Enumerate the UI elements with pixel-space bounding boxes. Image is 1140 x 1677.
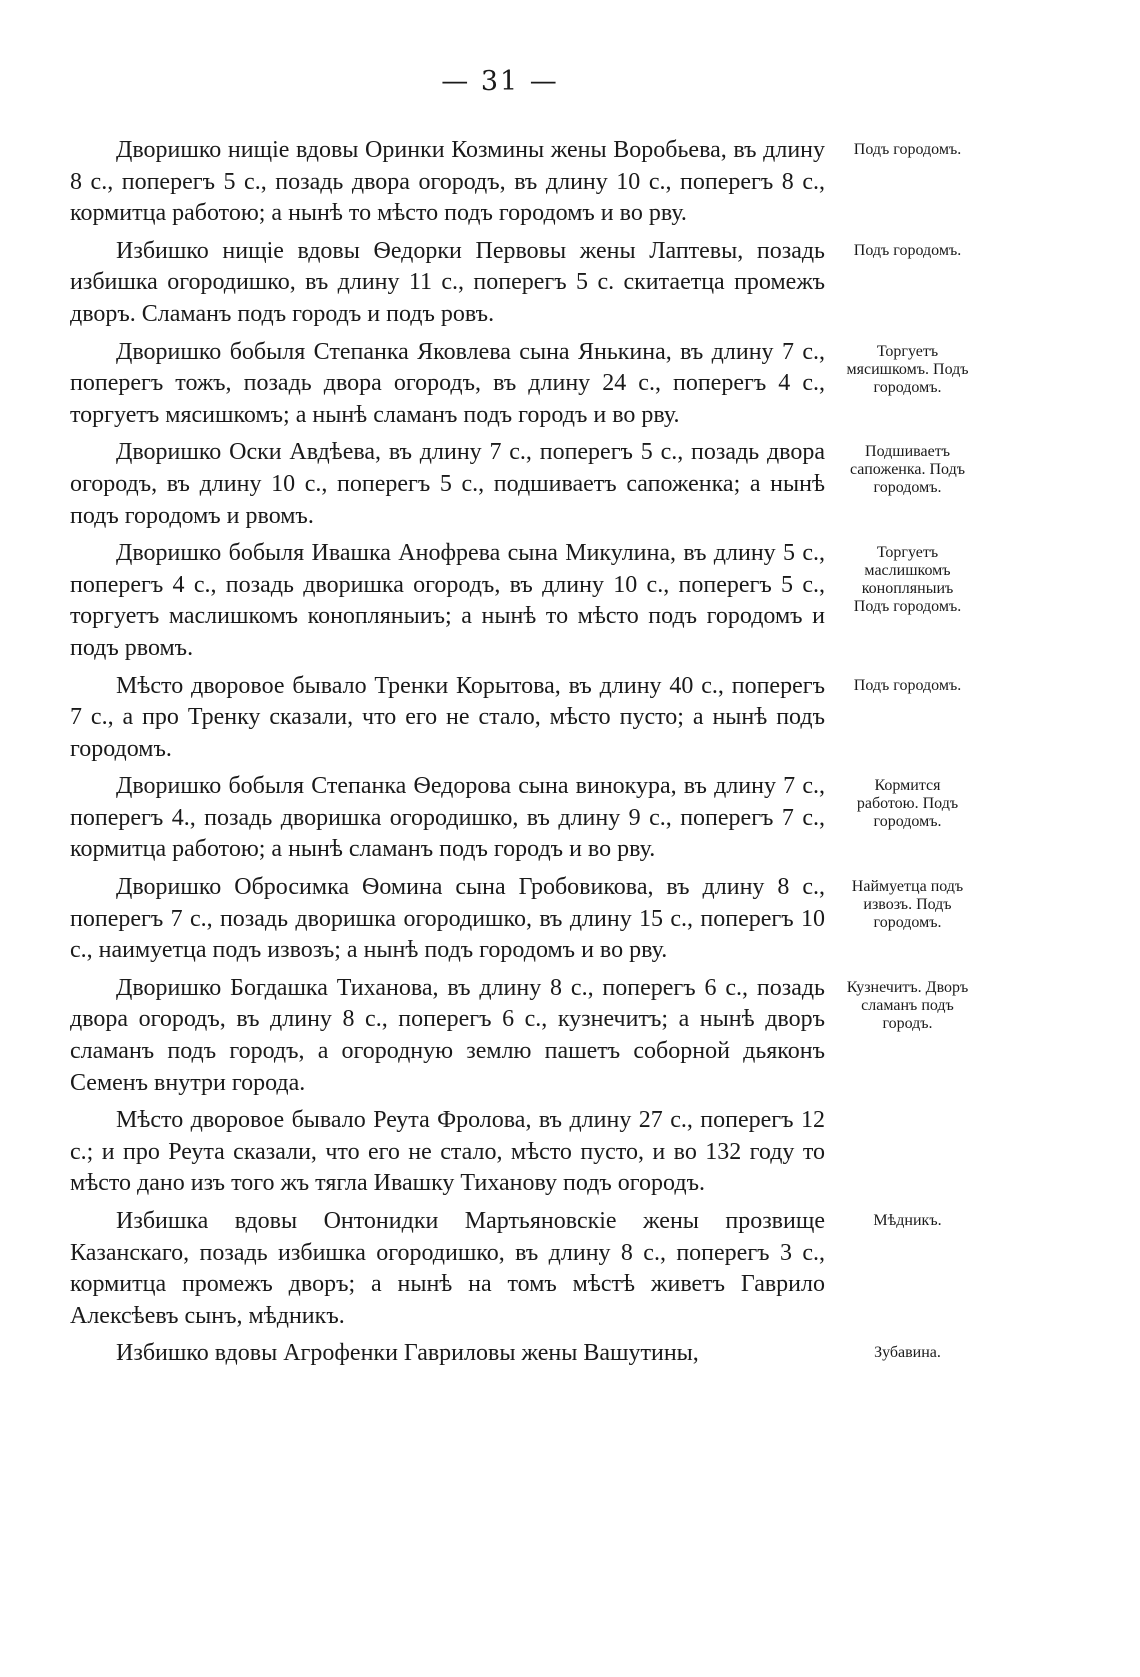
entry (70, 671, 1110, 766)
entry-text: Избишко нищіе вдовы Ѳедорки Первовы жены Лаптевы, позадь избишка огородишко, въ длину 11 с., поперегъ 5 с. скитаетца промежъ дворъ. Сламанъ подъ городъ и подъ ровъ. (70, 237, 825, 327)
entry (70, 337, 1110, 432)
margin-note: Подъ городомъ. (853, 676, 962, 694)
entry-text: Мѣсто дворовое бывало Реута Фролова, въ длину 27 с., поперегъ 12 с.; и про Реута сказали, что его не стало, мѣсто пусто, и во 132 году то мѣсто дано изъ того жъ тягла Ивашку Тиханову подъ огородъ. (70, 1107, 825, 1197)
margin-note: Кормится работою. Подъ городомъ. (856, 777, 959, 831)
margin-note: Подъ городомъ. (853, 141, 962, 158)
entry (70, 1206, 1110, 1332)
entry-text: Дворишко Обросимка Ѳомина сына Гробовикова, въ длину 8 с., поперегъ 7 с., позадь дворишка огородишко, въ длину 15 с., поперегъ 10 с., наимуетца подъ извозъ; а нынѣ подъ городомъ и во рву. (70, 874, 825, 964)
entry (70, 236, 1110, 331)
margin-note: Торгуетъ маслишкомъ конопляныиъ Подъ городомъ. (853, 544, 962, 616)
entry (70, 872, 1110, 967)
entry (70, 437, 1110, 532)
entry (70, 135, 1110, 230)
entry-text: Дворишко Богдашка Тиханова, въ длину 8 с., поперегъ 6 с., позадь двора огородъ, въ длину 8 с., поперегъ 6 с., кузнечитъ; а нынѣ дворъ сламанъ подъ городъ, а огородную землю пашетъ соборной дьяконъ Семенъ внутри города. (70, 974, 825, 1096)
page-number: — 31 — (441, 66, 559, 97)
entry (70, 771, 1110, 866)
entry-text: Дворишко бобыля Степанка Яковлева сына Янькина, въ длину 7 с., поперегъ тожъ, позадь двора огородъ, въ длину 24 с., поперегъ 4 с., торгуетъ мясишкомъ; а нынѣ сламанъ подъ городъ и во рву. (70, 338, 825, 428)
margin-note: Мѣдникъ. (873, 1212, 942, 1229)
margin-note: Подъ городомъ. (853, 241, 962, 259)
entries-list (70, 135, 1110, 1376)
entry (70, 538, 1110, 664)
entry (70, 1338, 1110, 1370)
entry-text: Избишко вдовы Агрофенки Гавриловы жены Вашутины, (116, 1340, 699, 1367)
margin-note: Торгуетъ мясишкомъ. Подъ городомъ. (846, 342, 969, 396)
entry-text: Дворишко Оски Авдѣева, въ длину 7 с., поперегъ 5 с., позадь двора огородъ, въ длину 10 с., поперегъ 5 с., подшиваетъ сапоженка; а нынѣ подъ городомъ и рвомъ. (70, 439, 825, 529)
entry-text: Мѣсто дворовое бывало Тренки Корытова, въ длину 40 с., поперегъ 7 с., а про Тренку сказали, что его не стало, мѣсто пусто; а нынѣ подъ городомъ. (70, 672, 825, 762)
entry (70, 973, 1110, 1099)
entry-text: Дворишко бобыля Степанка Ѳедорова сына винокура, въ длину 7 с., поперегъ 4., позадь дворишка огородишко, въ длину 9 с., поперегъ 7 с., кормитца работою; а нынѣ сламанъ подъ городъ и во рву. (70, 773, 825, 863)
margin-note: Кузнечитъ. Дворъ сламанъ подъ городъ. (846, 978, 969, 1032)
entry-text: Дворишко бобыля Ивашка Анофрева сына Микулина, въ длину 5 с., поперегъ 4 с., позадь двоpишка огородъ, въ длину 10 с., поперегъ 5 с., торгуетъ маслишкомъ конопляныиъ; а нынѣ то мѣсто подъ городомъ и подъ рвомъ. (70, 540, 825, 661)
margin-note (845, 1105, 970, 1111)
entry-text: Дворишко нищіе вдовы Оринки Козмины жены Воробьева, въ длину 8 с., поперегъ 5 с., позадь двора огородъ, въ длину 10 с., поперегъ 8 с., кормитца работою; а нынѣ то мѣсто подъ городомъ и во рву. (70, 137, 825, 227)
margin-note: Подшиваетъ сапоженка. Подъ городомъ. (850, 443, 965, 497)
entry-text: Избишка вдовы Онтонидки Мартьяновскіе жены прозвище Казанскаго, позадь избишка огородишко, въ длину 8 с., поперегъ 3 с., кормитца промежъ дворъ; а нынѣ на томъ мѣстѣ живетъ Гаврило Алексѣевъ сынъ, мѣдникъ. (70, 1208, 825, 1329)
entry (70, 1105, 1110, 1200)
margin-note: Зубавина. (874, 1344, 941, 1362)
margin-note: Наймуетца подъ извозъ. Подъ городомъ. (851, 878, 964, 932)
